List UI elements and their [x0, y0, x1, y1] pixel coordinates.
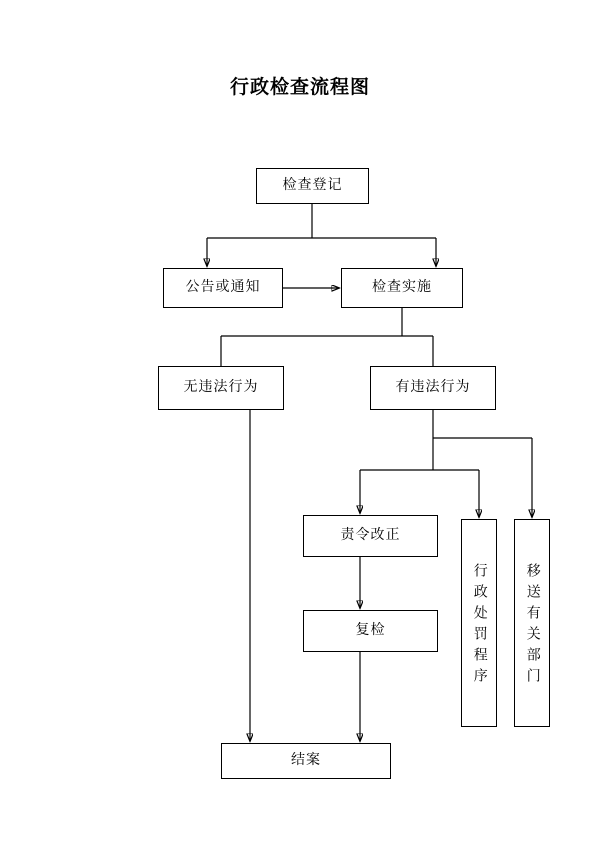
node-order-correction: 责令改正 — [303, 515, 438, 557]
node-inspection-execution: 检查实施 — [341, 268, 463, 308]
node-case-closed: 结案 — [221, 743, 391, 779]
node-has-violation: 有违法行为 — [370, 366, 496, 410]
page-title: 行政检查流程图 — [229, 76, 370, 98]
node-transfer-to-relevant-department: 移送有关部门 — [514, 519, 550, 727]
node-no-violation: 无违法行为 — [158, 366, 284, 410]
node-inspection-registration: 检查登记 — [256, 168, 369, 204]
node-administrative-penalty-procedure: 行政处罚程序 — [461, 519, 497, 727]
node-announcement-or-notice: 公告或通知 — [163, 268, 283, 308]
node-reinspection: 复检 — [303, 610, 438, 652]
